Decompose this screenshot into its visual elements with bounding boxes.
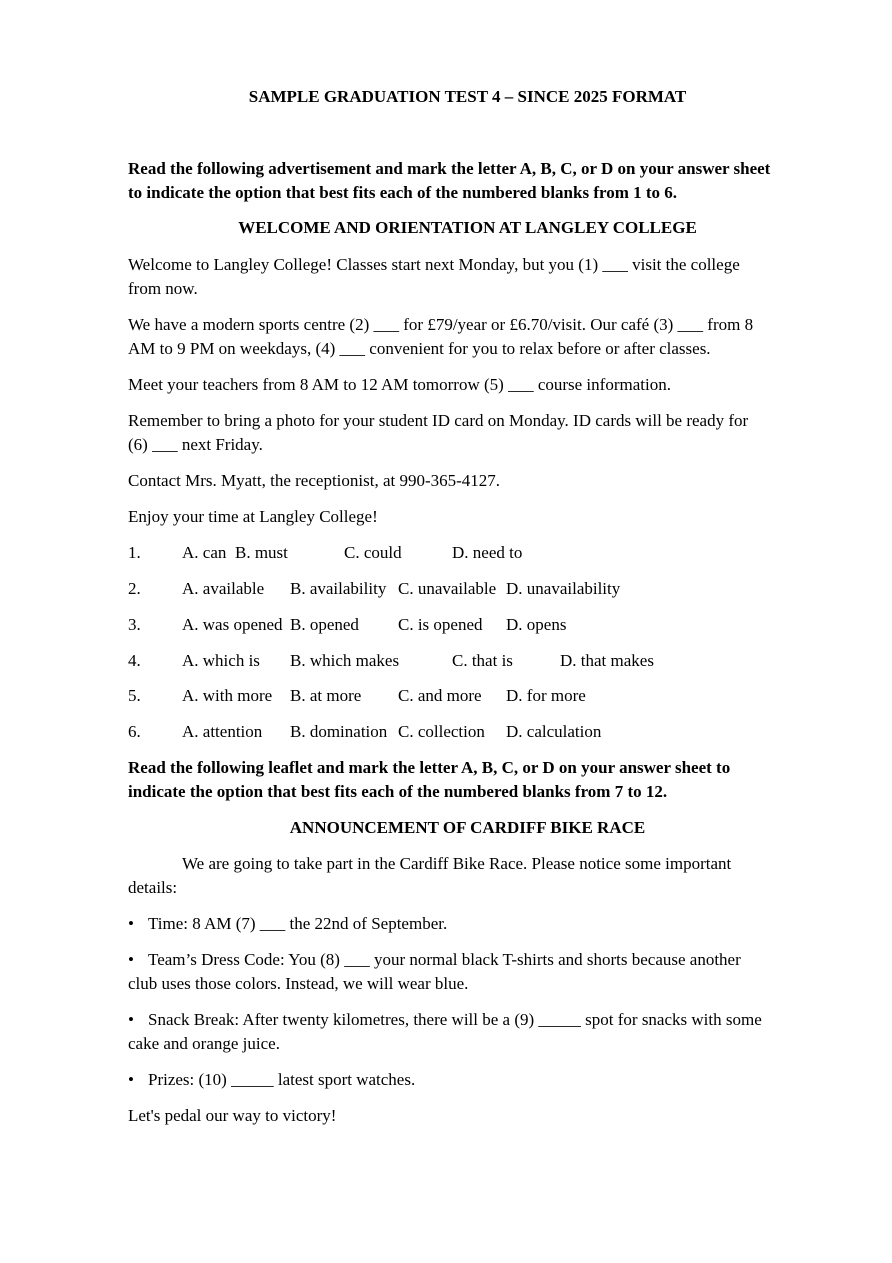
section2-instruction-line2: indicate the option that best fits each of the numbered blanks from 7 to 12. xyxy=(128,782,668,801)
option-a: A. attention xyxy=(182,722,263,741)
paragraph-2-line1: We have a modern sports centre (2) ___ for £79/year or £6.70/visit. Our café (3) ___ from 8 xyxy=(128,315,754,334)
bullet-prizes xyxy=(128,1068,415,1092)
intro-line1: We are going to take part in the Cardiff Bike Race. Please notice some important xyxy=(182,854,732,873)
option-c: C. unavailable xyxy=(398,579,497,598)
bullet-icon: • xyxy=(128,914,134,933)
bullet-text: Time: 8 AM (7) ___ the 22nd of September. xyxy=(148,914,448,933)
question-number: 1. xyxy=(128,543,141,562)
bullet-icon: • xyxy=(128,950,134,969)
paragraph-4-line2: (6) ___ next Friday. xyxy=(128,435,263,454)
bullet-text: Team’s Dress Code: You (8) ___ your normal black T-shirts and shorts because another xyxy=(148,950,741,969)
paragraph-5: Contact Mrs. Myatt, the receptionist, at 990-365-4127. xyxy=(128,471,501,490)
paragraph-1-line1: Welcome to Langley College! Classes start next Monday, but you (1) ___ visit the college xyxy=(128,255,740,274)
option-c: C. that is xyxy=(452,651,513,670)
paragraph-2-line2: AM to 9 PM on weekdays, (4) ___ convenient for you to relax before or after classes. xyxy=(128,339,711,358)
option-b: B. at more xyxy=(290,686,362,705)
option-c: C. and more xyxy=(398,686,482,705)
bullet-text: Snack Break: After twenty kilometres, there will be a (9) _____ spot for snacks with some xyxy=(148,1010,762,1029)
question-number: 3. xyxy=(128,615,141,634)
paragraph-4-line1: Remember to bring a photo for your student ID card on Monday. ID cards will be ready for xyxy=(128,411,749,430)
option-c: C. is opened xyxy=(398,615,483,634)
option-d: D. opens xyxy=(506,615,567,634)
section1-heading: WELCOME AND ORIENTATION AT LANGLEY COLLEGE xyxy=(238,218,697,237)
question-number: 5. xyxy=(128,686,141,705)
section1-instruction-line1: Read the following advertisement and mark the letter A, B, C, or D on your answer sheet xyxy=(128,159,771,178)
paragraph-6: Enjoy your time at Langley College! xyxy=(128,507,378,526)
page-title: SAMPLE GRADUATION TEST 4 – SINCE 2025 FORMAT xyxy=(248,87,687,106)
option-d: D. unavailability xyxy=(506,579,621,598)
option-c: C. could xyxy=(344,543,402,562)
option-a: A. which is xyxy=(182,651,260,670)
option-b: B. which makes xyxy=(290,651,400,670)
section1-instruction-line2: to indicate the option that best fits each of the numbered blanks from 1 to 6. xyxy=(128,183,678,202)
bullet-snack-break-line2: cake and orange juice. xyxy=(128,1034,280,1053)
bullet-dress-code-line2: club uses those colors. Instead, we will wear blue. xyxy=(128,974,469,993)
option-b: B. availability xyxy=(290,579,387,598)
option-d: D. that makes xyxy=(560,651,654,670)
bullet-dress-code xyxy=(128,948,741,972)
paragraph-1-line2: from now. xyxy=(128,279,198,298)
option-b: B. domination xyxy=(290,722,388,741)
bullet-time xyxy=(128,912,447,936)
option-d: D. need to xyxy=(452,543,523,562)
option-b: B. opened xyxy=(290,615,359,634)
option-d: D. for more xyxy=(506,686,586,705)
question-number: 2. xyxy=(128,579,141,598)
option-a: A. was opened xyxy=(182,615,283,634)
bullet-icon: • xyxy=(128,1070,134,1089)
paragraph-3: Meet your teachers from 8 AM to 12 AM tomorrow (5) ___ course information. xyxy=(128,375,671,394)
bullet-icon: • xyxy=(128,1010,134,1029)
section2-heading: ANNOUNCEMENT OF CARDIFF BIKE RACE xyxy=(289,818,646,837)
bullet-snack-break xyxy=(128,1008,762,1032)
closing-line: Let's pedal our way to victory! xyxy=(128,1106,337,1125)
option-a: A. with more xyxy=(182,686,273,705)
option-a: A. available xyxy=(182,579,265,598)
option-a: A. can xyxy=(182,543,227,562)
option-c: C. collection xyxy=(398,722,485,741)
option-d: D. calculation xyxy=(506,722,602,741)
bullet-text: Prizes: (10) _____ latest sport watches. xyxy=(148,1070,416,1089)
section2-instruction-line1: Read the following leaflet and mark the letter A, B, C, or D on your answer sheet to xyxy=(128,758,731,777)
option-b: B. must xyxy=(235,543,288,562)
intro-line2: details: xyxy=(128,878,178,897)
question-number: 4. xyxy=(128,651,141,670)
question-number: 6. xyxy=(128,722,141,741)
